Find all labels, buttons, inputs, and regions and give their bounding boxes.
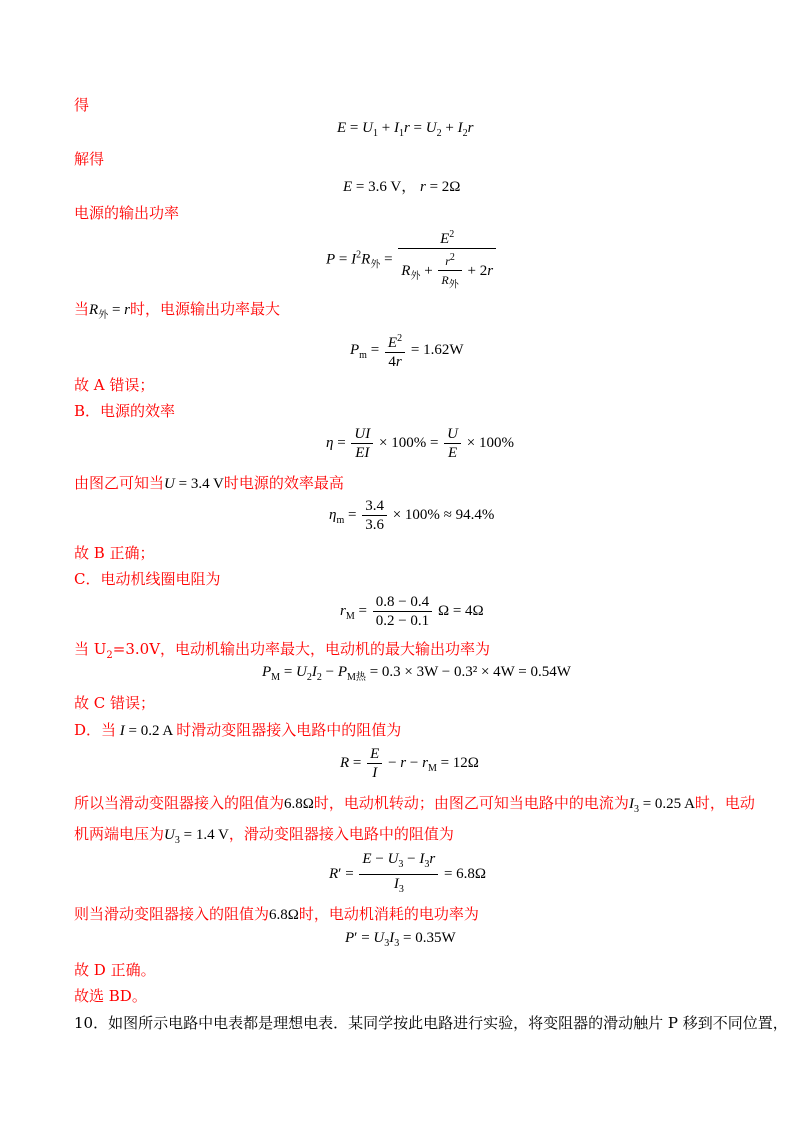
text-max-efficiency: 由图乙可知当U = 3.4 V时电源的效率最高 [74,474,344,492]
equation-eta-max: $\eta_m$ = $\frac{3.4}{3.6}$ × 100% ≈ 94.4% [329,498,495,533]
text-motor-rotates: 所以当滑动变阻器接入的阻值为6.8Ω时，电动机转动；由图乙可知当电路中的电流为$I_3 = 0.25$ A时，电动 [74,794,755,815]
text-max-power-condition: 当$R_外 = r$时，电源输出功率最大 [74,300,281,321]
equation-output-power: $P = I^2R_外$ = $E^2$ $R_外$ + $r^2$ $R_外$ + 2r [326,226,498,294]
equation-r: R = $\frac{E}{I}$ − $r - r_M = 12\Omega$ [340,746,479,781]
text-de: 得 [74,96,90,114]
text-d-current: D．当 I = 0.2 A 时滑动变阻器接入电路中的阻值为 [74,721,402,739]
equation-emf: $E = U_1 + I_1r = U_2 + I_2r$ [337,120,474,139]
text-output-power: 电源的输出功率 [74,204,180,222]
text-d-correct: 故 D 正确。 [74,961,156,979]
text-c-wrong: 故 C 错误； [74,694,156,712]
text-a-wrong: 故 A 错误； [74,376,155,394]
equation-e-r: E = 3.6 V， r = 2Ω [343,179,461,195]
value-r: 2Ω [441,179,461,195]
equation-efficiency: η = $\frac{UI}{EI}$ × 100% = $\frac{U}{E}$ × 100% [326,426,514,461]
text-motor-voltage: 机两端电压为$U_3 = 1.4$ V，滑动变阻器接入电路中的阻值为 [74,825,454,846]
text-u2-max-output: 当 $U_2=3.0V$，电动机输出功率最大，电动机的最大输出功率为 [74,640,491,661]
text-jiede: 解得 [74,150,105,168]
equation-p-prime: $P' = U_3I_3 = 0.35W$ [345,930,456,949]
text-answer-bd: 故选 BD。 [74,987,147,1005]
equation-r-prime: R′ = $\frac{E - U_3 - I_3r}{I_3}$ = 6.8Ω [329,851,487,895]
text-question-10: 10．如图所示电路中电表都是理想电表．某同学按此电路进行实验，将变阻器的滑动触片 P 移到不同位置， [74,1014,788,1032]
text-motor-power: 则当滑动变阻器接入的阻值为6.8Ω时，电动机消耗的电功率为 [74,905,479,923]
equation-pm: $P_m$ = $\frac{E^2}{4r}$ = 1.62W [350,330,463,371]
fraction-power: $E^2$ $R_外$ + $r^2$ $R_外$ + 2r [398,226,496,294]
equation-pm-motor: $P_M = U_2I_2 - P_{M热} = 0.3 \times 3W - 0.3^2 \times 4W = 0.54W$ [262,664,571,683]
value-pm: 1.62W [423,341,464,358]
value-e: 3.6 V [368,179,402,195]
text-b-efficiency: B．电源的效率 [74,402,176,420]
text-c-resistance: C．电动机线圈电阻为 [74,570,221,588]
text-b-correct: 故 B 正确； [74,544,155,562]
equation-rm: $r_M$ = $\frac{0.8 - 0.4}{0.2 - 0.1}$ Ω = 4Ω [340,594,484,629]
